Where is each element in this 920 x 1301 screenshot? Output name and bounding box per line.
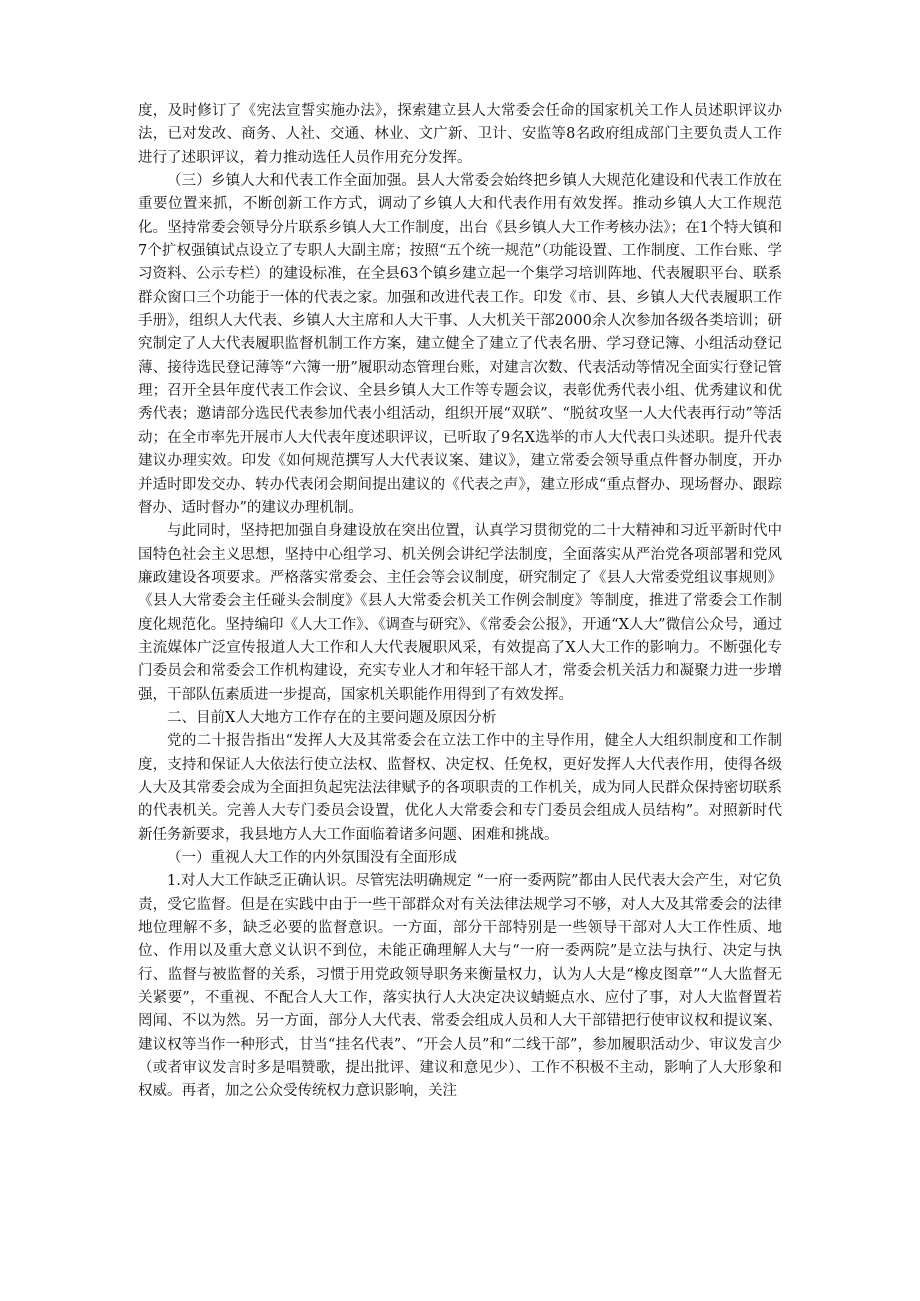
paragraph-party-report: 党的二十报告指出“发挥人大及其常委会在立法工作中的主导作用，健全人大组织制度和工作制度，支持和保证人大依法行使立法权、监督权、决定权、任免权，更好发挥人大代表作用，使得各级人大及其常委会成为全面担负起宪法法律赋予的各项职责的工作机关，成为同人民群众保持密切联系的代表机关。完善人大专门委员会设置，优化人大常委会和专门委员会组成人员结构”。对照新时代新任务新要求，我县地方人大工作面临着诸多问题、困难和挑战。 [138, 733, 782, 843]
section-heading-problems: 二、目前X人大地方工作存在的主要问题及原因分析 [167, 709, 497, 726]
paragraph-continuation: 度，及时修订了《宪法宣誓实施办法》，探索建立县人大常委会任命的国家机关工作人员述职评议办法，已对发改、商务、人社、交通、林业、文广新、卫计、安监等8名政府组成部门主要负责人工作进行了述职评议，着力推动选任人员作用充分发挥。 [138, 103, 782, 166]
paragraph-township-congress: （三）乡镇人大和代表工作全面加强。县人大常委会始终把乡镇人大规范化建设和代表工作放在重要位置来抓，不断创新工作方式，调动了乡镇人大和代表作用有效发挥。推动乡镇人大工作规范化。坚持常委会领导分片联系乡镇人大工作制度，出台《县乡镇人大工作考核办法》；在1个特大镇和7个扩权强镇试点设立了专职人大副主席；按照“五个统一规范”（功能设置、工作制度、工作台账、学习资料、公示专栏）的建设标准，在全县63个镇乡建立起一个集学习培训阵地、代表履职平台、联系群众窗口三个功能于一体的代表之家。加强和改进代表工作。印发《市、县、乡镇人大代表履职工作手册》，组织人大代表、乡镇人大主席和人大干事、人大机关干部2000余人次参加各级各类培训；研究制定了人大代表履职监督机制工作方案，建立健全了建立了代表名册、学习登记簿、小组活动登记薄、接待选民登记薄等“六簿一册”履职动态管理台账，对建言次数、代表活动等情况全面实行登记管理；召开全县年度代表工作会议、全县乡镇人大工作等专题会议，表彰优秀代表小组、优秀建议和优秀代表；邀请部分选民代表参加代表小组活动，组织开展“双联”、“脱贫攻坚一人大代表再行动”等活动；在全市率先开展市人大代表年度述职评议，已听取了9名X选举的市人大代表口头述职。提升代表建议办理实效。印发《如何规范撰写人大代表议案、建议》，建立常委会领导重点件督办制度，开办并适时即发交办、转办代表闭会期间提出建议的《代表之声》，建立形成“重点督办、现场督办、跟踪督办、适时督办”的建议办理机制。 [138, 173, 782, 516]
subsection-heading-atmosphere: （一）重视人大工作的内外氛围没有全面形成 [167, 850, 457, 866]
paragraph-self-building: 与此同时，坚持把加强自身建设放在突出位置，认真学习贯彻党的二十大精神和习近平新时代中国特色社会主义思想，坚持中心组学习、机关例会讲纪学法制度，全面落实从严治党各项部署和党风廉政建设各项要求。严格落实常委会、主任会等会议制度，研究制定了《县人大常委党组议事规则》《县人大常委会主任碰头会制度》《县人大常委会机关工作例会制度》等制度，推进了常委会工作制度化规范化。坚持编印《人大工作》、《调查与研究》、《常委会公报》，开通“X人大”微信公众号，通过主流媒体广泛宣传报道人大工作和人大代表履职风采，有效提高了X人大工作的影响力。不断强化专门委员会和常委会工作机构建设，充实专业人才和年轻干部人才，常委会机关活力和凝聚力进一步增强，干部队伍素质进一步提高，国家机关职能作用得到了有效发挥。 [138, 523, 782, 703]
paragraph-lack-of-understanding: 1.对人大工作缺乏正确认识。尽管宪法明确规定 “一府一委两院”都由人民代表大会产生，对它负责，受它监督。但是在实践中由于一些干部群众对有关法律法规学习不够，对人大及其常委会的法律地位理解不多，缺乏必要的监督意识。一方面，部分干部特别是一些领导干部对人大工作性质、地位、作用以及重大意义认识不到位，未能正确理解人大与“一府一委两院”是立法与执行、决定与执行、监督与被监督的关系，习惯于用党政领导职务来衡量权力，认为人大是“橡皮图章”“人大监督无关紧要”，不重视、不配合人大工作，落实执行人大决定决议蜻蜓点水、应付了事，对人大监督置若罔闻、不以为然。另一方面，部分人大代表、常委会组成人员和人大干部错把行使审议权和提议案、建议权等当作一种形式，甘当“挂名代表”、“开会人员”和“二线干部”，参加履职活动少、审议发言少（或者审议发言时多是唱赞歌，提出批评、建议和意见少）、工作不积极不主动，影响了人大形象和权威。再者，加之公众受传统权力意识影响，关注 [138, 873, 782, 1100]
